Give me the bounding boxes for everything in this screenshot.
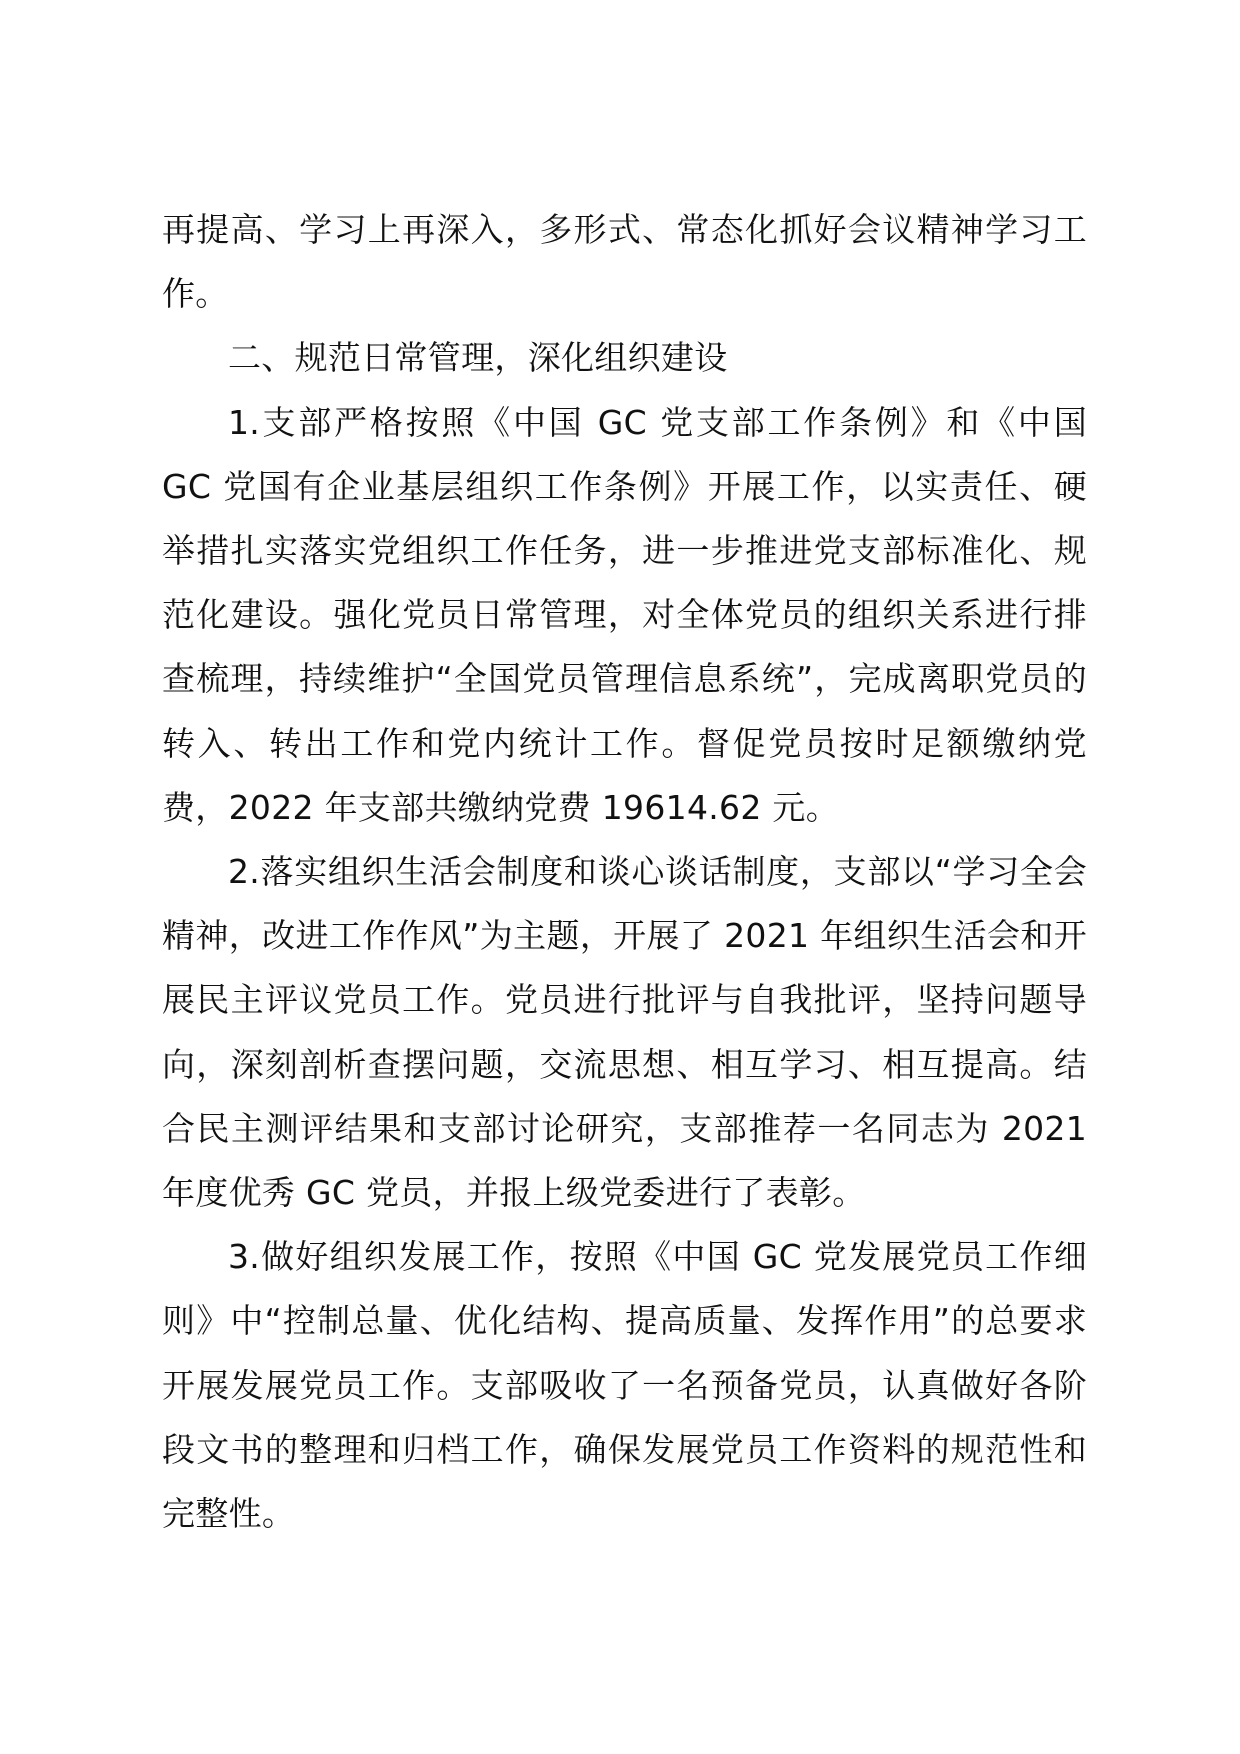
paragraph-item-3: 3.做好组织发展工作，按照《中国 GC 党发展党员工作细则》中“控制总量、优化结构、提高质量、发挥作用”的总要求开展发展党员工作。支部吸收了一名预备党员，认真做好各阶段文书的整理和归档工作，确保发展党员工作资料的规范性和完整性。	[162, 1237, 1087, 1534]
paragraph-item-1: 1.支部严格按照《中国 GC 党支部工作条例》和《中国 GC 党国有企业基层组织工作条例》开展工作，以实责任、硬举措扎实落实党组织工作任务，进一步推进党支部标准化、规范化建设。强化党员日常管理，对全体党员的组织关系进行排查梳理，持续维护“全国党员管理信息系统”，完成离职党员的转入、转出工作和党内统计工作。督促党员按时足额缴纳党费，2022 年支部共缴纳党费 19614.62 元。	[162, 402, 1087, 827]
document-body	[162, 198, 1087, 1546]
section-heading: 二、规范日常管理，深化组织建设	[228, 338, 728, 378]
paragraph-continuation: 再提高、学习上再深入，多形式、常态化抓好会议精神学习工作。	[162, 210, 1087, 314]
paragraph-item-2: 2.落实组织生活会制度和谈心谈话制度，支部以“学习全会精神，改进工作作风”为主题，开展了 2021 年组织生活会和开展民主评议党员工作。党员进行批评与自我批评，坚持问题导向，深刻剖析查摆问题，交流思想、相互学习、相互提高。结合民主测评结果和支部讨论研究，支部推荐一名同志为 2021 年度优秀 GC 党员，并报上级党委进行了表彰。	[162, 852, 1087, 1213]
